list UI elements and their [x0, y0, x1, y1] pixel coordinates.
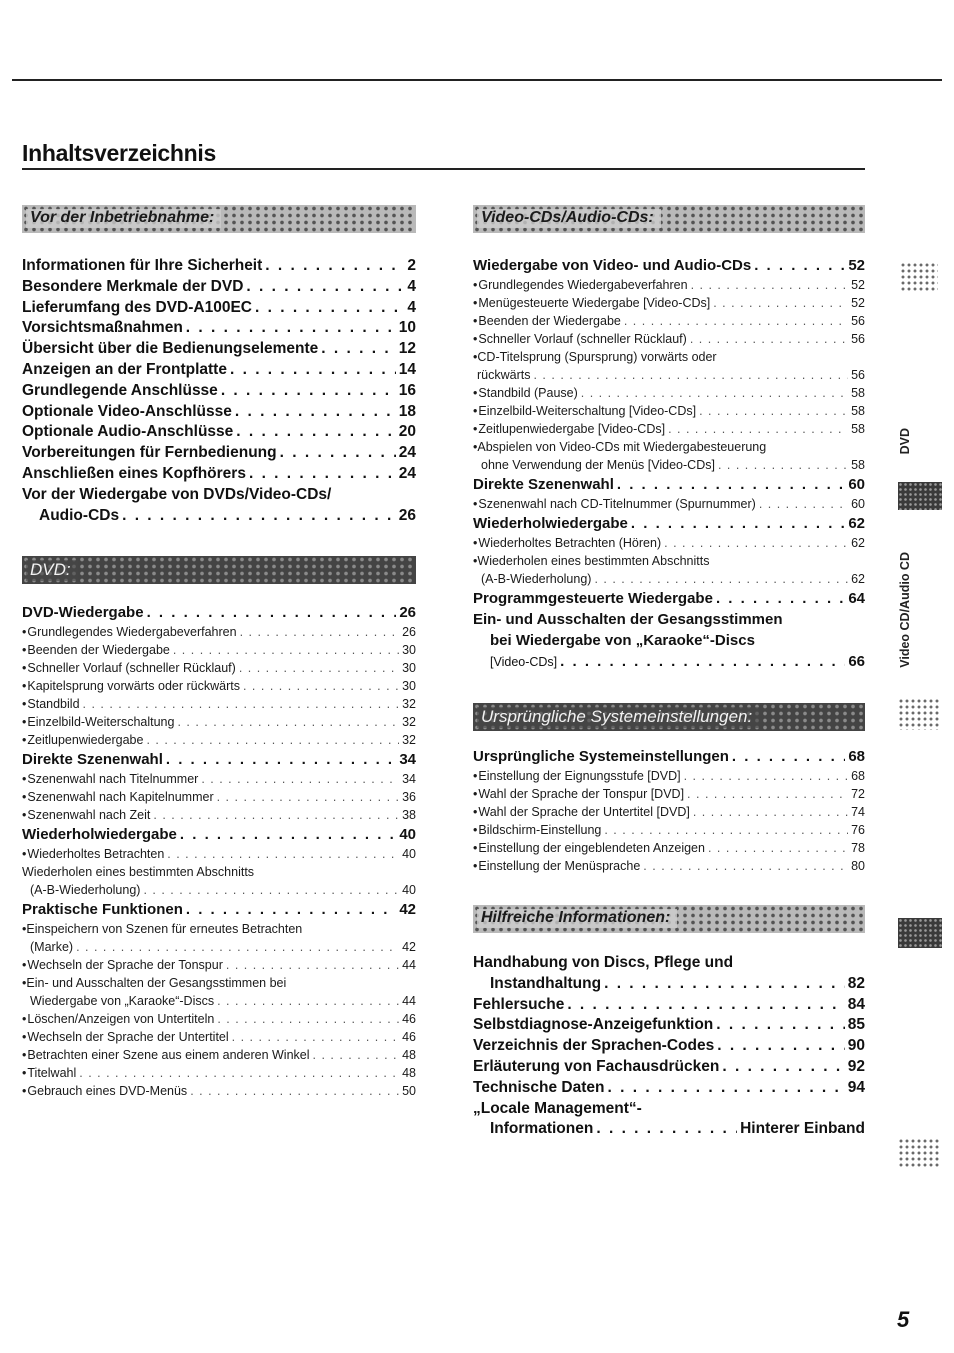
- toc-subentry[interactable]: • Schneller Vorlauf (schneller Rücklauf) . . . 30: [22, 659, 416, 677]
- section-heading: Ursprüngliche Systemeinstellungen:: [477, 707, 759, 728]
- toc-subentry[interactable]: • Einstellung der eingeblendeten Anzeigen . . . 78: [473, 839, 865, 857]
- section-banner-dvd: [22, 556, 416, 584]
- side-index-block-dvd: [898, 482, 942, 510]
- toc-entry[interactable]: Direkte Szenenwahl . . . 34: [22, 749, 416, 770]
- toc-entry[interactable]: Instandhaltung . . . 82: [473, 974, 865, 995]
- side-index-dots: [900, 262, 938, 292]
- toc-subentry[interactable]: rückwärts . . . 56: [473, 366, 865, 384]
- toc-subentry[interactable]: • Grundlegendes Wiedergabeverfahren . . . 26: [22, 623, 416, 641]
- top-rule: [12, 79, 942, 81]
- toc-entry[interactable]: „Locale Management“-: [473, 1099, 642, 1117]
- toc-entry[interactable]: Optionale Audio-Anschlüsse . . . 20: [22, 422, 416, 443]
- toc-list-ursprung: [473, 746, 865, 875]
- toc-subentry[interactable]: •CD-Titelsprung (Spursprung) vorwärts oder: [473, 350, 717, 364]
- section-banner-ursprungliche-systemeinstellungen: [473, 703, 865, 731]
- toc-entry[interactable]: Ein- und Ausschalten der Gesangsstimmen: [473, 611, 783, 628]
- toc-entry[interactable]: Praktische Funktionen . . . 42: [22, 899, 416, 920]
- toc-entry[interactable]: bei Wiedergabe von „Karaoke“-Discs: [490, 632, 755, 649]
- toc-entry[interactable]: Fehlersuche . . . 84: [473, 995, 865, 1016]
- side-index-dots: [898, 698, 940, 730]
- side-tab-video-audio-cd: Video CD/Audio CD: [898, 552, 912, 668]
- section-banner-hilfreiche-informationen: [473, 905, 865, 933]
- toc-subentry[interactable]: • Grundlegendes Wiedergabeverfahren . . . 52: [473, 276, 865, 294]
- title-rule: [22, 168, 865, 170]
- toc-subentry[interactable]: • Beenden der Wiedergabe . . . 30: [22, 641, 416, 659]
- toc-subentry[interactable]: • Schneller Vorlauf (schneller Rücklauf) . . . 56: [473, 330, 865, 348]
- side-tab-dvd: DVD: [898, 428, 912, 455]
- toc-entry[interactable]: Informationen . . . Hinterer Einband: [473, 1119, 865, 1140]
- toc-entry[interactable]: Programmgesteuerte Wiedergabe . . . 64: [473, 588, 865, 609]
- toc-subentry[interactable]: • Szenenwahl nach Titelnummer . . . 34: [22, 770, 416, 788]
- toc-entry[interactable]: Anschließen eines Kopfhörers . . . 24: [22, 464, 416, 485]
- toc-entry[interactable]: Lieferumfang des DVD-A100EC . . . 4: [22, 298, 416, 319]
- toc-subentry[interactable]: •Wiederholen eines bestimmten Abschnitts: [473, 554, 710, 568]
- toc-subentry[interactable]: • Wechseln der Sprache der Tonspur . . . 44: [22, 956, 416, 974]
- toc-subentry[interactable]: Wiederholen eines bestimmten Abschnitts: [22, 865, 255, 880]
- toc-subentry[interactable]: • Wiederholtes Betrachten . . . 40: [22, 845, 416, 863]
- toc-subentry[interactable]: • Wahl der Sprache der Tonspur [DVD] . . . 72: [473, 785, 865, 803]
- section-heading: Hilfreiche Informationen:: [477, 909, 677, 928]
- toc-subentry[interactable]: • Wahl der Sprache der Untertitel [DVD] . . . 74: [473, 803, 865, 821]
- toc-subentry[interactable]: Wiedergabe von „Karaoke“-Discs . . . 44: [22, 992, 416, 1010]
- toc-subentry[interactable]: •Einspeichern von Szenen für erneutes Betrachten: [22, 922, 303, 937]
- toc-entry[interactable]: Audio-CDs . . . 26: [22, 506, 416, 527]
- toc-subentry[interactable]: • Wechseln der Sprache der Untertitel . . . 46: [22, 1028, 416, 1046]
- toc-subentry[interactable]: • Kapitelsprung vorwärts oder rückwärts . . . 30: [22, 677, 416, 695]
- page-title: Inhaltsverzeichnis: [22, 140, 217, 166]
- toc-entry[interactable]: Vor der Wiedergabe von DVDs/Video-CDs/: [22, 485, 332, 503]
- toc-subentry[interactable]: • Einzelbild-Weiterschaltung . . . 32: [22, 713, 416, 731]
- section-heading: DVD:: [26, 560, 78, 581]
- toc-entry[interactable]: Wiederholwiedergabe . . . 62: [473, 513, 865, 534]
- toc-entry[interactable]: Direkte Szenenwahl . . . 60: [473, 474, 865, 495]
- toc-subentry[interactable]: • Zeitlupenwiedergabe [Video-CDs] . . . 58: [473, 420, 865, 438]
- left-column: [22, 205, 416, 1100]
- toc-subentry[interactable]: ohne Verwendung der Menüs [Video-CDs] . . . 58: [473, 456, 865, 474]
- toc-entry[interactable]: Erläuterung von Fachausdrücken . . . 92: [473, 1057, 865, 1078]
- toc-subentry[interactable]: • Einstellung der Eignungsstufe [DVD] . . . 68: [473, 767, 865, 785]
- toc-subentry[interactable]: •Abspielen von Video-CDs mit Wiedergabesteuerung: [473, 440, 767, 454]
- toc-entry[interactable]: Anzeigen an der Frontplatte . . . 14: [22, 360, 416, 381]
- toc-subentry[interactable]: •Ein- und Ausschalten der Gesangsstimmen bei: [22, 976, 287, 991]
- side-index-dots: [898, 1138, 940, 1168]
- toc-subentry[interactable]: (Marke) . . . 42: [22, 938, 416, 956]
- toc-entry[interactable]: Technische Daten . . . 94: [473, 1078, 865, 1099]
- toc-subentry[interactable]: • Beenden der Wiedergabe . . . 56: [473, 312, 865, 330]
- toc-subentry[interactable]: • Standbild . . . 32: [22, 695, 416, 713]
- right-column: [473, 205, 865, 1140]
- section-heading: Video-CDs/Audio-CDs:: [477, 209, 661, 228]
- toc-list-video-cd: [473, 255, 865, 673]
- section-heading: Vor der Inbetriebnahme:: [26, 209, 221, 228]
- toc-subentry[interactable]: • Wiederholtes Betrachten (Hören) . . . 62: [473, 534, 865, 552]
- toc-entry[interactable]: Informationen für Ihre Sicherheit . . . 2: [22, 256, 416, 277]
- toc-entry[interactable]: Vorsichtsmaßnahmen . . . 10: [22, 318, 416, 339]
- toc-subentry[interactable]: • Bildschirm-Einstellung . . . 76: [473, 821, 865, 839]
- toc-entry[interactable]: Vorbereitungen für Fernbedienung . . . 24: [22, 443, 416, 464]
- toc-subentry[interactable]: • Einstellung der Menüsprache . . . 80: [473, 857, 865, 875]
- toc-entry[interactable]: Besondere Merkmale der DVD . . . 4: [22, 277, 416, 298]
- toc-entry[interactable]: Selbstdiagnose-Anzeigefunktion . . . 85: [473, 1015, 865, 1036]
- toc-subentry[interactable]: • Menügesteuerte Wiedergabe [Video-CDs] . . . 52: [473, 294, 865, 312]
- toc-entry[interactable]: Übersicht über die Bedienungselemente . . . 12: [22, 339, 416, 360]
- toc-entry[interactable]: Wiedergabe von Video- und Audio-CDs . . . 52: [473, 255, 865, 276]
- toc-entry[interactable]: Verzeichnis der Sprachen-Codes . . . 90: [473, 1036, 865, 1057]
- section-banner-video-audio-cds: [473, 205, 865, 233]
- toc-subentry[interactable]: (A-B-Wiederholung) . . . 40: [22, 881, 416, 899]
- toc-subentry[interactable]: • Betrachten einer Szene aus einem anderen Winkel . . . 48: [22, 1046, 416, 1064]
- side-index-block-info: [898, 918, 942, 948]
- toc-list-dvd: [22, 602, 416, 1100]
- toc-entry[interactable]: Ursprüngliche Systemeinstellungen . . . 68: [473, 746, 865, 767]
- toc-entry[interactable]: Handhabung von Discs, Pflege und: [473, 954, 734, 971]
- toc-subentry[interactable]: (A-B-Wiederholung) . . . 62: [473, 570, 865, 588]
- toc-list-vor-der: [22, 256, 416, 526]
- toc-subentry[interactable]: • Szenenwahl nach CD-Titelnummer (Spurnummer) . . . 60: [473, 495, 865, 513]
- toc-subentry[interactable]: • Szenenwahl nach Zeit . . . 38: [22, 806, 416, 824]
- toc-subentry[interactable]: • Szenenwahl nach Kapitelnummer . . . 36: [22, 788, 416, 806]
- toc-subentry[interactable]: • Gebrauch eines DVD-Menüs . . . 50: [22, 1082, 416, 1100]
- toc-list-hilfreiche: [473, 953, 865, 1140]
- toc-subentry[interactable]: • Zeitlupenwiedergabe . . . 32: [22, 731, 416, 749]
- toc-entry[interactable]: [Video-CDs] . . . 66: [473, 651, 865, 673]
- toc-entry[interactable]: Wiederholwiedergabe . . . 40: [22, 824, 416, 845]
- toc-entry[interactable]: Optionale Video-Anschlüsse . . . 18: [22, 402, 416, 423]
- page-number: 5: [897, 1307, 910, 1332]
- toc-subentry[interactable]: • Titelwahl . . . 48: [22, 1064, 416, 1082]
- toc-subentry[interactable]: • Löschen/Anzeigen von Untertiteln . . . 46: [22, 1010, 416, 1028]
- toc-subentry[interactable]: • Einzelbild-Weiterschaltung [Video-CDs] . . . 58: [473, 402, 865, 420]
- section-banner-vor-der-inbetriebnahme: [22, 205, 416, 233]
- toc-subentry[interactable]: • Standbild (Pause) . . . 58: [473, 384, 865, 402]
- toc-entry[interactable]: Grundlegende Anschlüsse . . . 16: [22, 381, 416, 402]
- toc-entry[interactable]: DVD-Wiedergabe . . . 26: [22, 602, 416, 623]
